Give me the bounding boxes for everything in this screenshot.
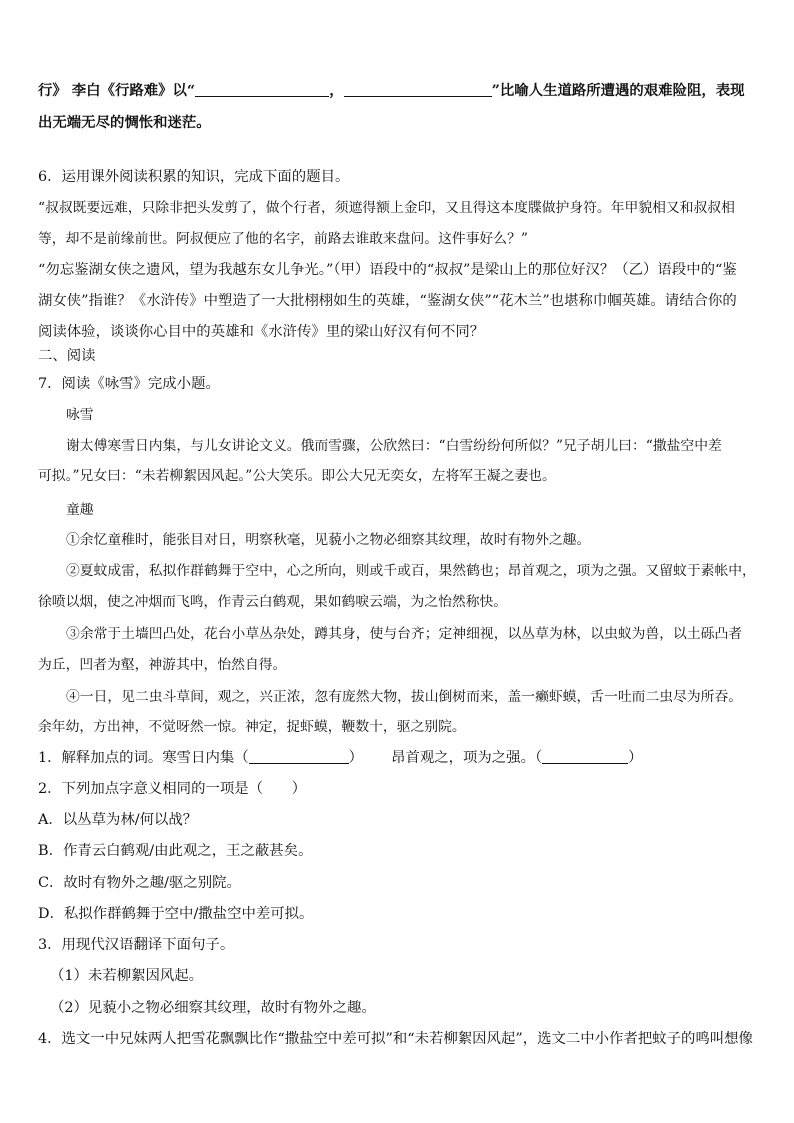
story-p2-line1: ②夏蚊成雷，私拟作群鹤舞于空中，心之所向，则或千或百，果然鹤也；昂首观之，项为之强。又留蚊于素帐中，: [66, 563, 756, 579]
q6-quote2-line3: 阅读体验，谈谈你心目中的英雄和《水浒传》里的梁山好汉有何不同？: [38, 324, 485, 340]
subq2: 2．下列加点字意义相同的一项是（ ）: [38, 781, 307, 797]
subq3-item1: （1）未若柳絮因风起。: [50, 968, 204, 984]
q6-quote2-line2: 湖女侠”指谁？《水浒传》中塑造了一大批栩栩如生的英雄，“鉴湖女侠”“花木兰”也堪称巾帼英雄。请结合你的: [38, 293, 737, 309]
subq1-text-c: 昂首观之，项为之强。（: [391, 750, 543, 766]
section-heading: 二、阅读: [38, 348, 96, 364]
poem-line1: 谢太傅寒雪日内集，与儿女讲论文义。俄而雪骤，公欣然曰：“白雪纷纷何所似？”兄子胡儿曰：“撒盐空中差: [66, 438, 722, 454]
story-p4-line2: 余年幼，方出神，不觉呀然一惊。神定，捉虾蟆，鞭数十，驱之别院。: [38, 719, 466, 735]
subq1: [38, 749, 643, 767]
q6-quote2-line1: “勿忘鉴湖女侠之遗风，望为我越东女儿争光。”（甲）语段中的“叔叔”是梁山上的那位好汉？（乙）语段中的“鉴: [38, 262, 737, 278]
story-title: 童趣: [66, 502, 94, 518]
q5-text-b: ，: [329, 82, 344, 99]
story-p2-line2: 徐喷以烟，使之冲烟而飞鸣，作青云白鹤观，果如鹤唳云端，为之怡然称快。: [38, 594, 508, 610]
subq1-text-b: ）: [348, 750, 364, 766]
q6-title: 6．运用课外阅读积累的知识，完成下面的题目。: [38, 169, 350, 185]
subq1-text-a: 1．解释加点的词。寒雪日内集（: [38, 750, 249, 766]
option-b: B．作青云白鹤观/由此观之，王之蔽甚矣。: [38, 843, 313, 859]
option-a: A．以丛草为林/何以战？: [38, 812, 198, 828]
q6-quote1-line2: 等，却不是前缘前世。阿叔便应了他的名字，前路去谁敢来盘问。这件事好么？”: [38, 231, 528, 247]
q7-title: 7．阅读《咏雪》完成小题。: [38, 376, 220, 392]
q5-text-c: ”比喻人生道路所遭遇的艰难险阻，表现: [491, 82, 745, 99]
option-c: C．故时有物外之趣/驱之别院。: [38, 875, 241, 891]
answer-blank[interactable]: [542, 749, 628, 764]
story-p1: ①余忆童稚时，能张目对日，明察秋毫，见藐小之物必细察其纹理，故时有物外之趣。: [66, 532, 591, 548]
subq4: 4．选文一中兄妹两人把雪花飘飘比作“撒盐空中差可拟”和“未若柳絮因风起”，选文二中小作者把蚊子的鸣叫想像: [38, 1031, 753, 1047]
story-p3-line1: ③余常于土墙凹凸处，花台小草丛杂处，蹲其身，使与台齐；定神细视，以丛草为林，以虫蚁为兽，以土砾凸者: [66, 626, 743, 642]
answer-blank[interactable]: [249, 749, 349, 764]
q6-quote1-line1: “叔叔既要远难，只除非把头发剪了，做个行者，须遮得额上金印，又且得这本度牒做护身符。年甲貌相又和叔叔相: [38, 200, 735, 216]
poem-line2: 可拟。”兄女曰：“未若柳絮因风起。”公大笑乐。即公大兄无奕女，左将军王凝之妻也。: [38, 468, 556, 484]
answer-blank[interactable]: [344, 82, 492, 97]
poem-title: 咏雪: [66, 407, 94, 423]
option-d: D．私拟作群鹤舞于空中/撒盐空中差可拟。: [38, 906, 314, 922]
q5-line1: [38, 82, 745, 100]
answer-blank[interactable]: [195, 82, 329, 97]
story-p3-line2: 为丘，凹者为壑，神游其中，怡然自得。: [38, 657, 287, 673]
subq1-text-d: ）: [628, 750, 643, 766]
subq3-item2: （2）见藐小之物必细察其纹理，故时有物外之趣。: [50, 1000, 376, 1016]
subq3: 3．用现代汉语翻译下面句子。: [38, 937, 235, 953]
q5-text-a: 行》 李白《行路难》以“: [38, 82, 196, 99]
q5-line2: 出无端无尽的惆怅和迷茫。: [38, 114, 211, 131]
story-p4-line1: ④一日，见二虫斗草间，观之，兴正浓，忽有庞然大物，拔山倒树而来，盖一癞虾蟆，舌一吐而二虫尽为所吞。: [66, 689, 743, 705]
